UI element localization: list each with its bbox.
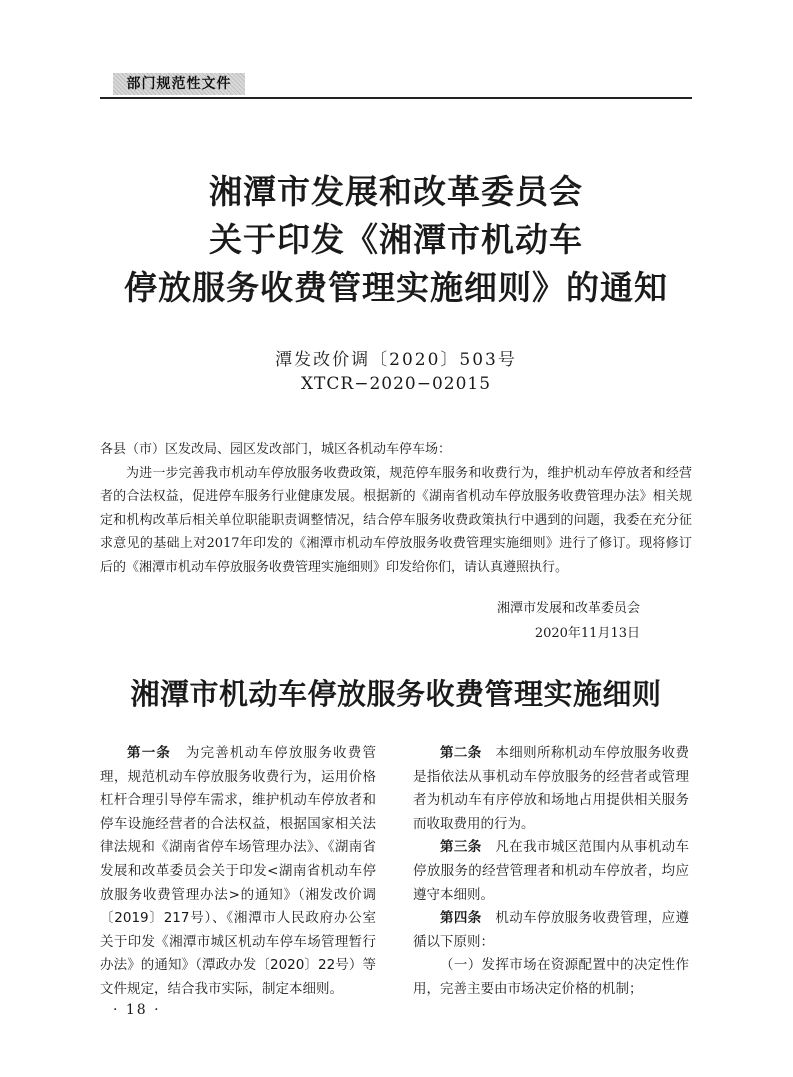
article-1-text: 为完善机动车停放服务收费管理，规范机动车停放服务收费行为，运用价格杠杆合理引导停车需求，维护机动车停放者和停车设施经营者的合法权益，根据国家相关法律法规和《湖南省停车场管理办法》、《湖南省发展和改革委员会关于印发<湖南省机动车停放服务收费管理办法>的通知》（湘发改价调〔2019〕217号）、《湘潭市人民政府办公室关于印发《湘潭市城区机动车停车场管理暂行办法》的通知》（潭政办发〔2020〕22号）等文件规定，结合我市实际，制定本细则。 bbox=[100, 745, 376, 997]
section-label: 部门规范性文件 bbox=[113, 73, 245, 95]
signature-org: 湘潭市发展和改革委员会 bbox=[496, 601, 640, 616]
article-4-label: 第四条 bbox=[440, 910, 482, 927]
document-number: 潭发改价调〔2020〕503号 bbox=[275, 350, 517, 370]
signature-block bbox=[100, 596, 640, 646]
article-2-text: 本细则所称机动车停放服务收费是指依法从事机动车停放服务的经营者或管理者为机动车有序停放和场地占用提供相关服务而收取费用的行为。 bbox=[413, 745, 690, 832]
left-column bbox=[100, 742, 376, 1002]
article-4 bbox=[413, 907, 689, 954]
header-divider bbox=[100, 97, 692, 99]
article-2 bbox=[413, 742, 689, 836]
notice-recipients: 各县（市）区发改局、园区发改部门，城区各机动车停车场： bbox=[100, 442, 452, 457]
title-line-1: 湘潭市发展和改革委员会 bbox=[209, 172, 583, 211]
notice-body bbox=[100, 438, 692, 580]
notice-paragraph: 为进一步完善我市机动车停放服务收费政策，规范停车服务和收费行为，维护机动车停放者和经营者的合法权益，促进停车服务行业健康发展。根据新的《湖南省机动车停放服务收费管理办法》相关规定和机构改革后相关单位职能职责调整情况，结合停车服务收费政策执行中遇到的问题，我委在充分征求意见的基础上对2017年印发的《湘潭市机动车停放服务收费管理实施细则》进行了修订。现将修订后的《湘潭市机动车停放服务收费管理实施细则》印发给你们，请认真遵照执行。 bbox=[100, 465, 692, 575]
page-title bbox=[100, 168, 692, 312]
article-4-text: 机动车停放服务收费管理，应遵循以下原则： bbox=[413, 910, 690, 950]
right-column bbox=[413, 742, 689, 1002]
signature-date: 2020年11月13日 bbox=[534, 626, 640, 641]
article-3-text: 凡在我市城区范围内从事机动车停放服务的经营管理者和机动车停放者，均应遵守本细则。 bbox=[413, 839, 690, 903]
document-code: XTCR−2020−02015 bbox=[300, 374, 492, 394]
page-number: · 18 · bbox=[113, 1002, 161, 1018]
title-line-3: 停放服务收费管理实施细则》的通知 bbox=[124, 268, 668, 307]
title-line-2: 关于印发《湘潭市机动车 bbox=[209, 220, 583, 259]
article-1-label: 第一条 bbox=[127, 745, 172, 761]
article-3-label: 第三条 bbox=[440, 839, 482, 856]
article-4-item-1: （一）发挥市场在资源配置中的决定性作用，完善主要由市场决定价格的机制； bbox=[413, 957, 689, 997]
article-1 bbox=[100, 742, 376, 1002]
article-2-label: 第二条 bbox=[440, 745, 482, 761]
rules-title: 湘潭市机动车停放服务收费管理实施细则 bbox=[130, 677, 662, 711]
article-3 bbox=[413, 836, 689, 907]
